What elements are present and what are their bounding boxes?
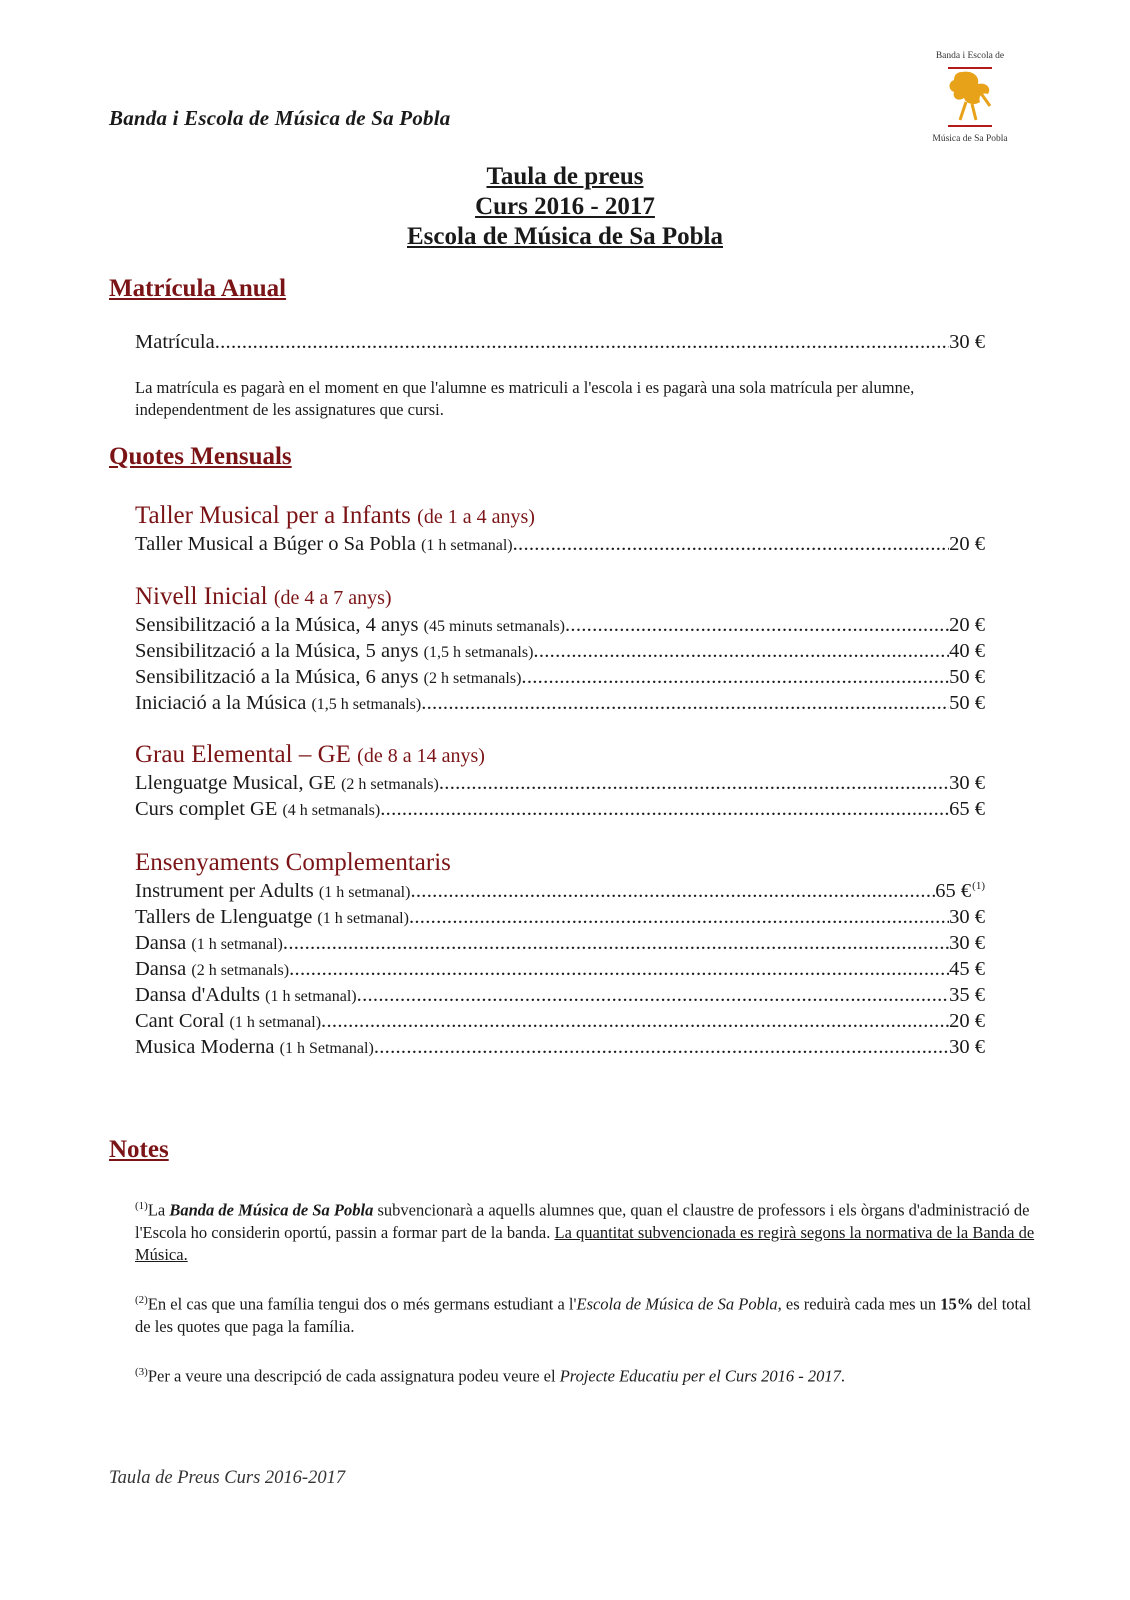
item-price: [935, 880, 985, 903]
item-price: 65 €: [949, 798, 985, 820]
item-detail: (1 h setmanal): [191, 936, 283, 953]
group-heading-taller: [135, 502, 535, 530]
note-emphasis: Banda de Música de Sa Pobla: [169, 1200, 374, 1220]
leader-dots: [439, 772, 949, 795]
note-underlined: La quantitat subvencionada es regirà segons la normativa de la Banda de Música.: [135, 1222, 1035, 1264]
footnote-mark: (1): [972, 880, 985, 893]
item-detail: (1 h setmanal): [318, 884, 411, 901]
item-price: 20 €: [949, 533, 985, 555]
item-label: Sensibilització a la Música, 4 anys: [135, 614, 419, 636]
note-2: [135, 1289, 1035, 1338]
item-label: Iniciació a la Música: [135, 692, 307, 714]
note-mark: (1): [135, 1200, 148, 1212]
item-detail: (2 h setmanals): [191, 962, 290, 979]
title-line-2: Curs 2016 - 2017: [475, 193, 655, 220]
note-mark: (2): [135, 1294, 148, 1306]
price-row: [135, 880, 985, 906]
leader-dots: [380, 798, 949, 821]
item-label: Dansa: [135, 958, 187, 980]
leader-dots: [533, 640, 949, 663]
group-age: (de 1 a 4 anys): [417, 506, 535, 528]
group-age: (de 4 a 7 anys): [273, 587, 392, 609]
document-title: [0, 162, 1130, 252]
group-heading-elemental: [135, 741, 485, 769]
leader-dots: [409, 906, 949, 929]
item-detail: (45 minuts setmanals): [423, 618, 565, 635]
group-age: (de 8 a 14 anys): [357, 745, 485, 767]
group-title: Grau Elemental – GE: [135, 741, 351, 768]
price-row: [135, 906, 985, 932]
note-text: En el cas que una família tengui dos o més germans estudiant a l': [147, 1294, 577, 1314]
item-price: 50 €: [949, 666, 985, 688]
logo-text-bottom: Música de Sa Pobla: [932, 134, 1008, 144]
price-row-matricula: [135, 331, 985, 357]
leader-dots: [421, 692, 949, 715]
item-label: Instrument per Adults: [135, 880, 314, 902]
section-heading-matricula: Matrícula Anual: [109, 275, 287, 302]
logo-text-top: Banda i Escola de: [935, 51, 1005, 61]
item-label: Taller Musical a Búger o Sa Pobla: [135, 533, 416, 555]
item-detail: (1 h setmanal): [317, 910, 409, 927]
note-text: .: [840, 1366, 846, 1386]
group-title: Nivell Inicial: [135, 583, 268, 610]
leader-dots: [521, 666, 949, 689]
item-price: 35 €: [949, 984, 985, 1006]
group-heading-inicial: [135, 583, 392, 611]
section-heading-quotes: Quotes Mensuals: [109, 443, 292, 470]
item-price: 50 €: [949, 692, 985, 714]
leader-dots: [289, 958, 949, 981]
price-row: [135, 640, 985, 666]
item-price: 20 €: [949, 614, 985, 636]
item-label: Sensibilització a la Música, 5 anys: [135, 640, 419, 662]
price-row: [135, 932, 985, 958]
item-price: 20 €: [949, 1010, 985, 1032]
leader-dots: [410, 880, 935, 903]
item-price: 30 €: [949, 906, 985, 928]
price-row: [135, 772, 985, 798]
title-line-1: Taula de preus: [486, 163, 644, 190]
leader-dots: [321, 1010, 949, 1033]
leader-dots: [283, 932, 949, 955]
item-label: Tallers de Llenguatge: [135, 906, 313, 928]
leader-dots: [565, 614, 949, 637]
group-title: Taller Musical per a Infants: [135, 502, 411, 529]
header-title: Banda i Escola de Música de Sa Pobla: [109, 106, 451, 130]
note-italic: Escola de Música de Sa Pobla: [576, 1294, 778, 1314]
section-heading-notes: Notes: [109, 1136, 169, 1163]
price-row: [135, 533, 985, 559]
item-detail: (1,5 h setmanals): [311, 696, 422, 713]
item-price: 30 €: [949, 331, 985, 353]
item-detail: (2 h setmanals): [423, 670, 522, 687]
leader-dots: [215, 331, 949, 354]
note-mark: (3): [135, 1366, 148, 1378]
note-1: [135, 1195, 1035, 1266]
item-label: Cant Coral: [135, 1010, 225, 1032]
group-heading-complementaris: [135, 849, 451, 877]
item-label: Matrícula: [135, 331, 215, 353]
price-row: [135, 1010, 985, 1036]
item-detail: (2 h setmanals): [341, 776, 439, 793]
note-bold: 15%: [940, 1294, 974, 1314]
price-row: [135, 984, 985, 1010]
item-detail: (1 h Setmanal): [279, 1040, 374, 1057]
note-italic: Projecte Educatiu per el Curs 2016 - 2017: [559, 1366, 841, 1386]
item-detail: (4 h setmanals): [282, 802, 381, 819]
school-logo: [920, 48, 1020, 154]
item-detail: (1,5 h setmanals): [423, 644, 534, 661]
price-row: [135, 614, 985, 640]
note-3: [135, 1361, 1035, 1388]
item-price: 30 €: [949, 932, 985, 954]
price-row: [135, 798, 985, 824]
item-price: 45 €: [949, 958, 985, 980]
item-detail: (1 h setmanal): [265, 988, 357, 1005]
price-row: [135, 692, 985, 718]
matricula-description: La matrícula es pagarà en el moment en que l'alumne es matriculi a l'escola i es pagarà una sola matrícula per alumne, independentment de les assignatures que cursi.: [135, 378, 915, 419]
group-title: Ensenyaments Complementaris: [135, 849, 451, 876]
item-detail: (1 h setmanal): [421, 537, 513, 554]
item-label: Dansa: [135, 932, 187, 954]
item-label: Curs complet GE: [135, 798, 278, 820]
title-line-3: Escola de Música de Sa Pobla: [407, 223, 723, 250]
page-footer: Taula de Preus Curs 2016-2017: [109, 1468, 346, 1488]
price-row: [135, 958, 985, 984]
item-label: Dansa d'Adults: [135, 984, 260, 1006]
note-text: , es reduirà cada mes un: [777, 1294, 941, 1314]
note-text: del total de les quotes que paga la família.: [135, 1294, 1032, 1336]
note-text: Per a veure una descripció de cada assignatura podeu veure el: [147, 1366, 560, 1386]
leader-dots: [513, 533, 950, 556]
item-price: 30 €: [949, 772, 985, 794]
item-label: Llenguatge Musical, GE: [135, 772, 336, 794]
item-label: Sensibilització a la Música, 6 anys: [135, 666, 419, 688]
price-row: [135, 1036, 985, 1062]
item-label: Musica Moderna: [135, 1036, 275, 1058]
leader-dots: [357, 984, 949, 1007]
note-text: La: [147, 1200, 170, 1220]
item-price: 30 €: [949, 1036, 985, 1058]
griffin-logo-icon: [942, 62, 998, 132]
leader-dots: [374, 1036, 949, 1059]
item-price: 40 €: [949, 640, 985, 662]
item-price-value: 65 €: [935, 880, 972, 902]
note-text: subvencionarà a aquells alumnes que, quan el claustre de professors i els òrgans d'administració de l'Escola ho considerin oportú, passin a formar part de la banda.: [135, 1200, 1030, 1242]
item-detail: (1 h setmanal): [229, 1014, 322, 1031]
price-row: [135, 666, 985, 692]
